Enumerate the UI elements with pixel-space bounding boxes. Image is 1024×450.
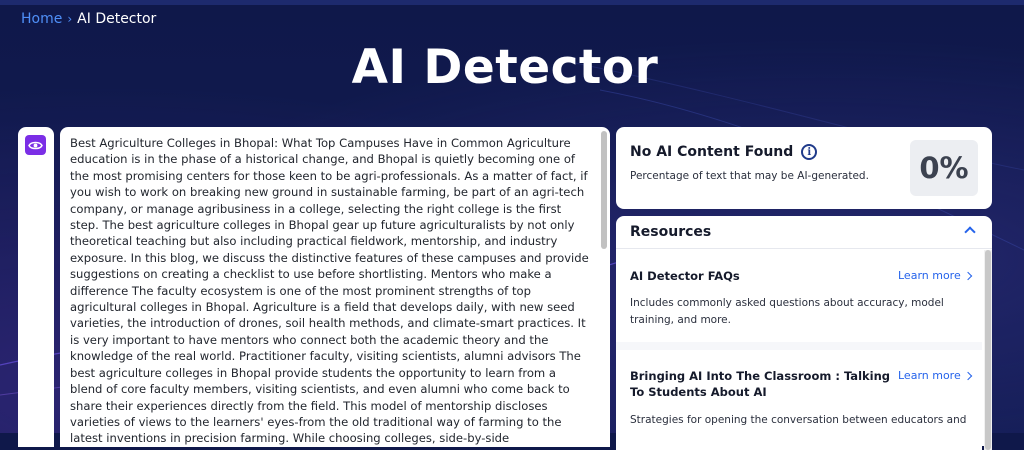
chevron-right-icon xyxy=(963,271,971,279)
chevron-right-icon xyxy=(963,371,971,379)
resources-title: Resources xyxy=(630,224,712,240)
text-input-content[interactable]: Best Agriculture Colleges in Bhopal: What Top Campuses Have in Common Agriculture education is in the phase of a historical change, and Bhopal is quietly becoming one of the most promising centers for those keen to be agri-professionals. As a matter of fact, if you wish to work on breaking new ground in sustainable farming, be part of an agri-tech company, or manage agribusiness in a college, selecting the right college is the first step. The best agriculture colleges in Bhopal gear up future agriculturalists by not only theoretical teaching but also including practical fieldwork, mentorship, and industry exposure. In this blog, we discuss the distinctive features of these campuses and provide suggestions on creating a checklist to use before shortlisting. Mentors who make a difference The faculty ecosystem is one of the most prominent strengths of top agricultural colleges in Bhopal. Agriculture is a field that develops daily, with new seed varieties, the introduction of drones, soil health methods, and climate-smart practices. It is very important to have mentors who connect both the academic theory and the knowledge of the real world. Practitioner faculty, visiting scientists, alumni advisors The best agriculture colleges in Bhopal provide students the opportunity to learn from a blend of core faculty members, visiting scientists, and even alumni who come back to share their experiences directly from the field. This model of mentorship discloses varieties of views to the learners' eyes-from the old traditional way of farming to the latest inventions in precision farming. While choosing colleges, side-by-side xyxy=(70,136,589,446)
result-card xyxy=(616,127,992,209)
text-scrollbar[interactable] xyxy=(601,131,607,431)
top-border xyxy=(0,0,1024,5)
resources-header[interactable] xyxy=(616,216,992,249)
learn-more-label: Learn more xyxy=(898,369,961,382)
info-icon[interactable]: i xyxy=(801,144,817,160)
resources-list xyxy=(616,250,982,450)
tool-rail xyxy=(18,127,54,447)
text-scrollbar-thumb[interactable] xyxy=(601,131,607,249)
resources-scrollbar[interactable] xyxy=(984,250,992,450)
result-title: No AI Content Found xyxy=(630,144,794,160)
learn-more-link[interactable] xyxy=(898,369,971,382)
resources-panel xyxy=(616,216,992,446)
resource-item xyxy=(616,250,982,342)
breadcrumb-separator: › xyxy=(67,12,73,26)
eye-icon xyxy=(28,140,43,151)
resource-title: AI Detector FAQs xyxy=(630,269,740,283)
resources-scrollbar-thumb[interactable] xyxy=(985,250,991,450)
learn-more-label: Learn more xyxy=(898,269,961,282)
chevron-up-icon[interactable] xyxy=(964,226,975,237)
page-title: AI Detector xyxy=(351,40,659,95)
text-input-panel[interactable] xyxy=(60,127,610,447)
resource-item xyxy=(616,350,982,450)
resource-description: Includes commonly asked questions about accuracy, model training, and more. xyxy=(630,297,944,326)
ai-percentage-badge: 0% xyxy=(910,140,978,196)
result-subtitle: Percentage of text that may be AI-generated. xyxy=(630,170,869,182)
breadcrumb-home-link[interactable]: Home xyxy=(21,11,63,27)
resource-title: Bringing AI Into The Classroom : Talking To Students About AI xyxy=(630,369,891,399)
breadcrumb xyxy=(21,11,156,27)
result-heading xyxy=(630,144,817,160)
breadcrumb-current: AI Detector xyxy=(77,11,157,27)
view-toggle-button[interactable] xyxy=(25,135,46,155)
learn-more-link[interactable] xyxy=(898,269,971,282)
resource-description: Strategies for opening the conversation between educators and xyxy=(630,414,967,426)
